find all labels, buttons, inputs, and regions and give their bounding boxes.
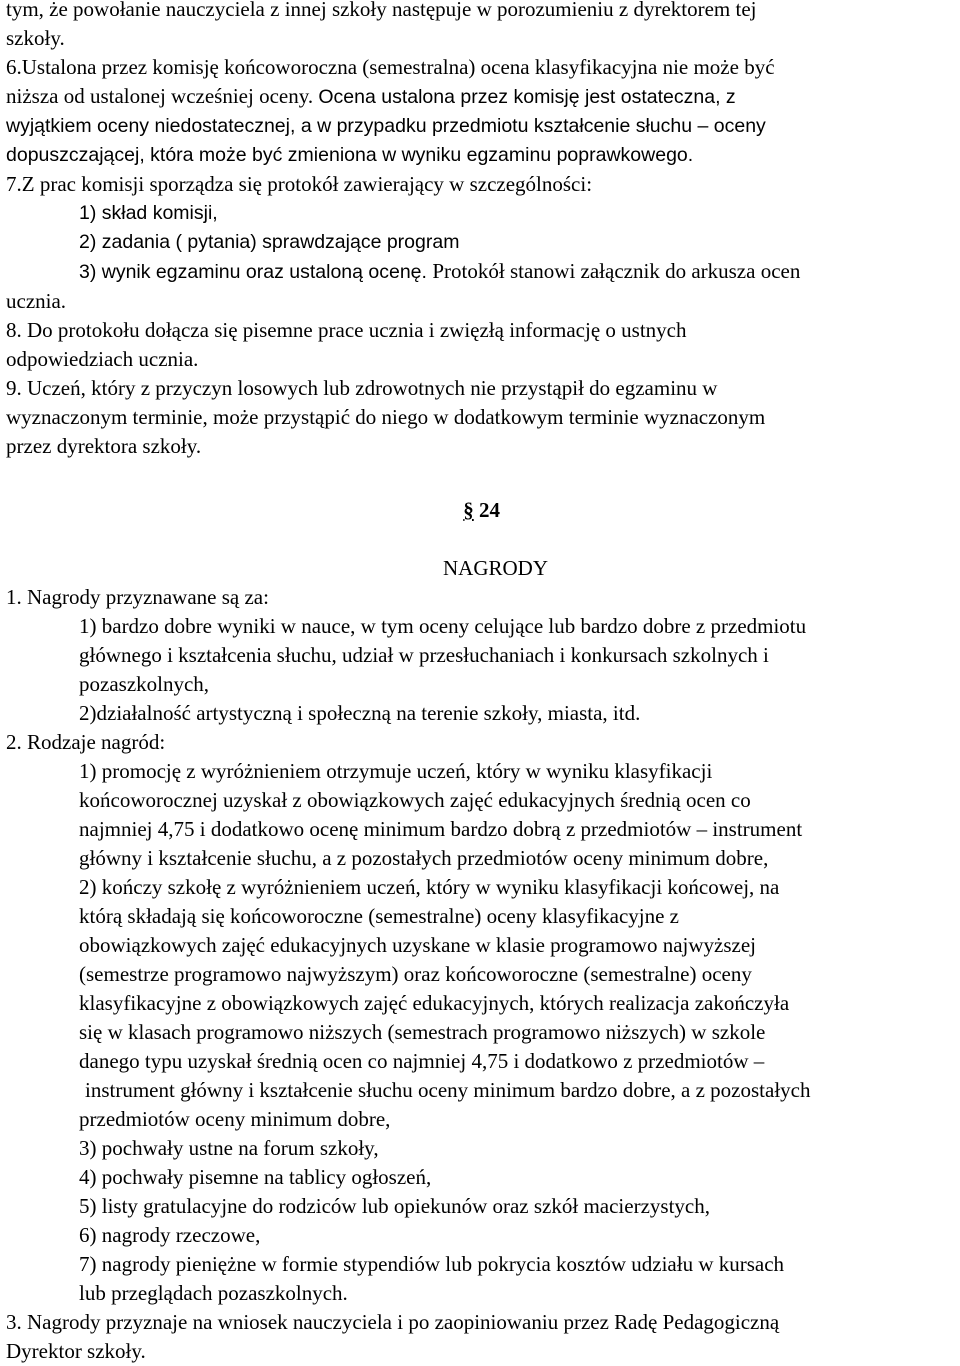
text-line: (semestrze programowo najwyższym) oraz końcoworoczne (semestralne) oceny	[79, 962, 752, 986]
text-fragment: Ocena ustalona przez komisję jest ostateczna, z	[318, 86, 736, 108]
text-line: głównego i kształcenia słuchu, udział w przesłuchaniach i konkursach szkolnych i	[79, 643, 769, 667]
text-line: tym, że powołanie nauczyciela z innej szkoły następuje w porozumieniu z dyrektorem tej	[6, 0, 757, 21]
text-line: 6.Ustalona przez komisję końcoworoczna (semestralna) ocena klasyfikacyjna nie może być	[6, 55, 775, 79]
text-line: odpowiedziach ucznia.	[6, 347, 199, 371]
text-line: 6) nagrody rzeczowe,	[79, 1223, 261, 1247]
text-fragment: Protokół stanowi załącznik do arkusza ocen	[432, 259, 801, 283]
text-line: 7.Z prac komisji sporządza się protokół zawierający w szczególności:	[6, 172, 593, 196]
text-line: 2. Rodzaje nagród:	[6, 730, 166, 754]
section-heading	[6, 496, 958, 525]
text-line	[6, 82, 958, 112]
text-line: 1) skład komisji,	[79, 202, 218, 224]
text-line: końcoworocznej uzyskał z obowiązkowych zajęć edukacyjnych średnią ocen co	[79, 788, 751, 812]
text-line: 9. Uczeń, który z przyczyn losowych lub zdrowotnych nie przystąpił do egzaminu w	[6, 376, 718, 400]
section-symbol: §	[463, 498, 474, 522]
section-number: 24	[479, 498, 500, 522]
text-line: 1. Nagrody przyznawane są za:	[6, 585, 269, 609]
text-line: szkoły.	[6, 26, 65, 50]
text-line: wyjątkiem oceny niedostatecznej, a w przypadku przedmiotu kształcenie słuchu – oceny	[6, 115, 766, 137]
text-line: 4) pochwały pisemne na tablicy ogłoszeń,	[79, 1165, 432, 1189]
text-line: ucznia.	[6, 289, 67, 313]
text-line: instrument główny i kształcenie słuchu oceny minimum bardzo dobre, a z pozostałych	[85, 1078, 811, 1102]
text-line: 5) listy gratulacyjne do rodziców lub opiekunów oraz szkół macierzystych,	[79, 1194, 710, 1218]
text-line: przez dyrektora szkoły.	[6, 434, 202, 458]
text-line: 2) kończy szkołę z wyróżnieniem uczeń, który w wyniku klasyfikacji końcowej, na	[79, 875, 780, 899]
text-line: wyznaczonym terminie, może przystąpić do niego w dodatkowym terminie wyznaczonym	[6, 405, 766, 429]
text-line: klasyfikacyjne z obowiązkowych zajęć edukacyjnych, których realizacja zakończyła	[79, 991, 790, 1015]
text-fragment: niższa od ustalonej wcześniej oceny.	[6, 84, 319, 108]
text-line: Dyrektor szkoły.	[6, 1339, 146, 1363]
text-line: 8. Do protokołu dołącza się pisemne prace ucznia i zwięzłą informację o ustnych	[6, 318, 687, 342]
text-line: 1) bardzo dobre wyniki w nauce, w tym oceny celujące lub bardzo dobre z przedmiotu	[79, 614, 807, 638]
text-line: danego typu uzyskał średnią ocen co najmniej 4,75 i dodatkowo z przedmiotów –	[79, 1049, 765, 1073]
text-line: najmniej 4,75 i dodatkowo ocenę minimum bardzo dobrą z przedmiotów – instrument	[79, 817, 803, 841]
text-line: 3) pochwały ustne na forum szkoły,	[79, 1136, 379, 1160]
section-title: NAGRODY	[443, 556, 548, 580]
text-line: 2) zadania ( pytania) sprawdzające program	[79, 231, 460, 253]
document-page	[6, 0, 958, 1366]
text-line: obowiązkowych zajęć edukacyjnych uzyskane w klasie programowo najwyższej	[79, 933, 756, 957]
text-line: dopuszczającej, która może być zmieniona w wyniku egzaminu poprawkowego.	[6, 144, 694, 166]
text-line: 1) promocję z wyróżnieniem otrzymuje uczeń, który w wyniku klasyfikacji	[79, 759, 713, 783]
text-line: 7) nagrody pieniężne w formie stypendiów lub pokrycia kosztów udziału w kursach	[79, 1252, 785, 1276]
text-line: 3. Nagrody przyznaje na wniosek nauczyciela i po zaopiniowaniu przez Radę Pedagogiczną	[6, 1310, 780, 1334]
text-line: się w klasach programowo niższych (semestrach programowo niższych) w szkole	[79, 1020, 766, 1044]
text-line: pozaszkolnych,	[79, 672, 210, 696]
text-line: lub przeglądach pozaszkolnych.	[79, 1281, 348, 1305]
text-line: główny i kształcenie słuchu, a z pozostałych przedmiotów oceny minimum dobre,	[79, 846, 769, 870]
text-line	[6, 257, 958, 287]
text-fragment: 3) wynik egzaminu oraz ustaloną ocenę.	[79, 261, 433, 283]
text-line: przedmiotów oceny minimum dobre,	[79, 1107, 391, 1131]
text-line: którą składają się końcoworoczne (semestralne) oceny klasyfikacyjne z	[79, 904, 679, 928]
text-line: 2)działalność artystyczną i społeczną na terenie szkoły, miasta, itd.	[79, 701, 641, 725]
